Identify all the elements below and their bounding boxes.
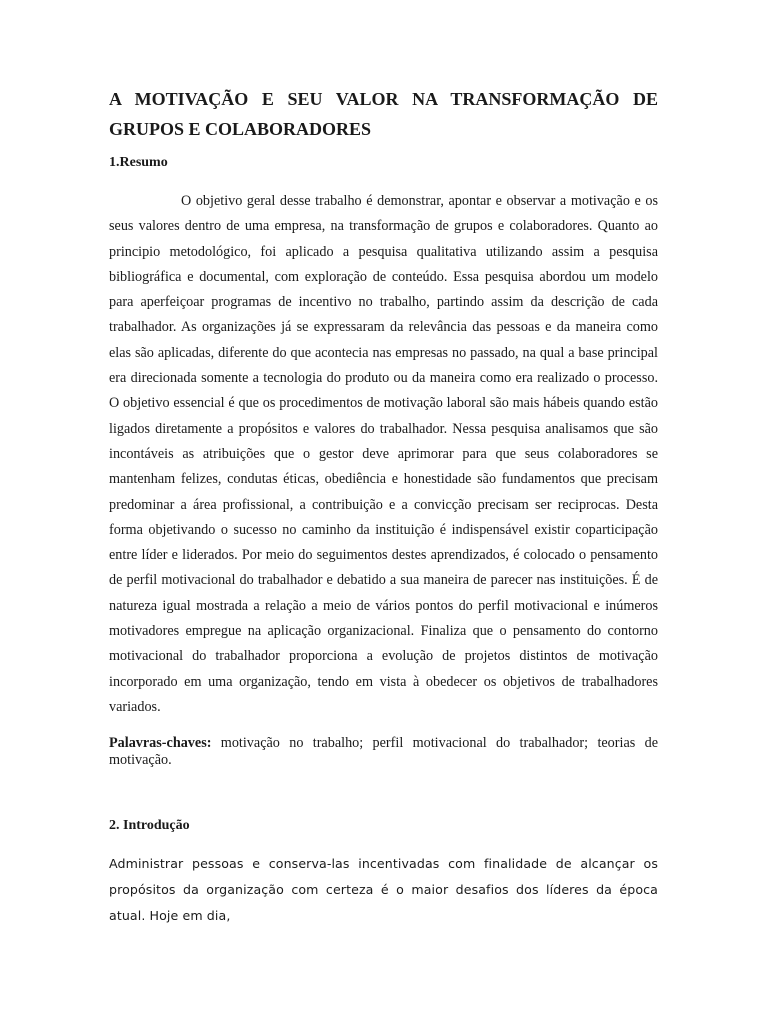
document-title xyxy=(109,84,658,144)
title-line-2: GRUPOS E COLABORADORES xyxy=(109,119,372,139)
document-body xyxy=(109,84,658,929)
keywords-label: Palavras-chaves: xyxy=(109,735,212,752)
keywords-paragraph xyxy=(109,735,658,769)
title-line-1: A MOTIVAÇÃO E SEU VALOR NA TRANSFORMAÇÃO DE xyxy=(109,89,658,109)
resumo-heading: 1.Resumo xyxy=(109,155,168,170)
intro-heading: 2. Introdução xyxy=(109,818,190,834)
abstract-paragraph: O objetivo geral desse trabalho é demonstrar, apontar e observar a motivação e os seus valores dentro de uma empresa, na transformação de grupos e colaboradores. Quanto ao principio metodológico, foi aplicado a pesquisa qualitativa utilizando assim a pesquisa bibliográfica e documental, com exploração de conteúdo. Essa pesquisa abordou um modelo para aperfeiçoar programas de incentivo no trabalho, partindo assim da descrição de cada trabalhador. As organizações já se expressaram da relevância das pessoas e da maneira como elas são aplicadas, diferente do que acontecia nas empresas no passado, na qual a base principal era direcionada somente a tecnologia do produto ou da maneira como era realizado o processo. O objetivo essencial é que os procedimentos de motivação laboral são mais hábeis quando estão ligados diretamente a propósitos e valores do trabalhador. Nessa pesquisa analisamos que são incontáveis as atribuições que o gestor deve aprimorar para que seus colaboradores se mantenham felizes, condutas éticas, obediência e honestidade são fundamentos que precisam predominar a área profissional, a contribuição e a convicção precisam ser reciprocas. Desta forma objetivando o sucesso no caminho da instituição é indispensável existir coparticipação entre líder e liderados. Por meio do seguimentos destes aprendizados, é colocado o pensamento de perfil motivacional do trabalhador e debatido a sua maneira de parecer nas instituições. É de natureza igual mostrada a relação a meio de vários pontos do perfil motivacional e inúmeros motivadores empregue na aplicação organizacional. Finaliza que o pensamento do contorno motivacional do trabalhador proporciona a evolução de projetos distintos de motivação incorporado em uma organização, tendo em vista à obedecer os objetivos de trabalhadores variados. xyxy=(109,193,658,715)
keywords-text: motivação no trabalho; perfil motivacional do trabalhador; teorias de motivação. xyxy=(109,735,658,769)
intro-paragraph: Administrar pessoas e conserva-las incentivadas com finalidade de alcançar os propósitos da organização com certeza é o maior desafios dos líderes da época atual. Hoje em dia, xyxy=(109,856,658,924)
